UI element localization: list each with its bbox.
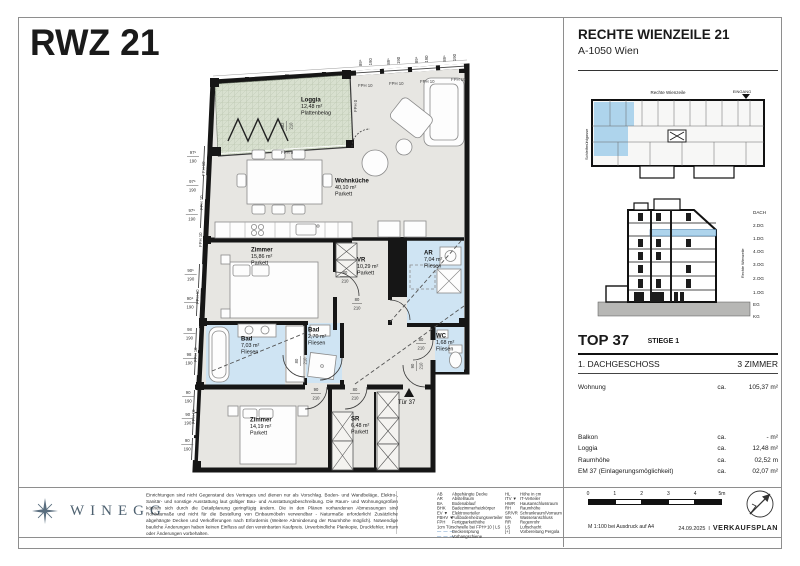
legend-row: [+] Vorbereitung Pergola [505, 529, 560, 535]
section-floor-label: 3.OG [753, 262, 764, 267]
room-label: WC 1,68 m² Fliesen [436, 332, 455, 353]
door-dim-value: 210 [312, 395, 320, 401]
scale-tick: 2 [640, 491, 643, 497]
building-section [598, 199, 750, 316]
door-dim-value: 210 [341, 278, 349, 284]
section-floor-label: 4.OG [753, 249, 764, 254]
legend-row: BA Bodenablauf [437, 500, 476, 506]
project-subtitle: A-1050 Wien [578, 45, 639, 57]
unit-rule-thin [578, 373, 778, 374]
site-entrance: EINGANG [732, 89, 752, 94]
legend-row: HL Höhe in cm [505, 491, 542, 497]
room-label: Wohnküche 40,10 m² Parkett [335, 177, 369, 198]
winegg-star-icon [32, 498, 58, 524]
unit-row: Balkon ca. - m² [578, 433, 778, 441]
fph-label: FPH 0 [353, 99, 358, 112]
legend-row: HWR Hausanschlussraum [505, 500, 558, 506]
unit-row: EM 37 (Einlagerungsmöglichkeit) ca. 02,07 m² [578, 468, 778, 475]
legend-row: ITV ▼ IT-Verteiler [505, 496, 541, 502]
dim-label: 90⁵ [186, 296, 194, 301]
section-floor-label: 2.OG [753, 276, 764, 281]
section-floor-label: KG [753, 314, 760, 319]
dim-label: 190 [187, 276, 195, 282]
dim-label: 89⁵ [386, 58, 391, 65]
site-plan [592, 94, 764, 178]
door-dim-value: 80 [294, 358, 299, 364]
door-dim-value: 90 [313, 387, 319, 392]
legend-row: AB Abgehängte Decke [437, 491, 488, 497]
unit-row: Wohnung ca. 105,37 m² [578, 384, 778, 391]
door-dim-value: 210 [288, 122, 294, 130]
legend-row: 1cm Türschwelle bei FPH+10 | LS [437, 524, 501, 530]
door-dim-value: 80 [342, 270, 348, 275]
door-dim-value: 210 [302, 357, 308, 365]
fph-label: FPH 10 [191, 409, 196, 424]
legend-row: RH Raumhöhe [505, 505, 541, 511]
fph-label: FPH 10 [389, 81, 404, 86]
door-dim-value: 482 [280, 122, 285, 130]
room-label: VR 10,29 m² Parkett [357, 256, 379, 277]
ground [598, 302, 750, 316]
legend-row: LS Luftschacht [505, 524, 542, 530]
dim-label: 89⁵ [358, 59, 363, 66]
fph-label: FPH 10 [193, 347, 198, 362]
dim-label: 190 [184, 420, 192, 426]
dim-label: 190 [368, 58, 373, 66]
room-label: Zimmer 15,86 m² Parkett [251, 246, 273, 267]
dim-label: 190 [424, 55, 429, 63]
fph-label: FPH 10 [195, 289, 200, 304]
date-plan-type: 24.09.2025 I VERKAUFSPLAN [678, 523, 778, 532]
scale-tick: 3 [667, 491, 670, 497]
section-floor-label: DACH [753, 210, 767, 215]
plan-date: 24.09.2025 [678, 526, 706, 532]
dim-label: 190 [185, 360, 193, 366]
dim-label: 90⁵ [187, 268, 194, 273]
unit-stiege: STIEGE 1 [647, 338, 680, 345]
unit-rows [578, 384, 778, 475]
room-label: SR 6,48 m² Parkett [351, 415, 370, 436]
unit-rule-thick [578, 353, 778, 355]
scale-tick: 1 [613, 491, 617, 497]
section-floor-label: 1.DG [753, 236, 764, 241]
dim-label: 190 [186, 304, 194, 310]
scale-bar-segments [588, 499, 722, 505]
dim-label: 190 [189, 158, 197, 164]
scale-note: M 1:100 bei Ausdruck auf A4 [588, 524, 655, 530]
scale-tick: 4 [693, 491, 697, 497]
fph-label: FPH 10 [358, 83, 373, 88]
room-label: Bad 7,03 m² Fliesen [241, 335, 260, 356]
dim-label: 97⁵ [188, 208, 196, 213]
legend-row: AR Abstellraum [437, 496, 475, 502]
unit-room-count: 3 ZIMMER [737, 359, 778, 369]
section-floor-label: 1.OG [753, 290, 764, 295]
legend-row: EV ▼ Elektroverteiler [437, 510, 480, 516]
dim-label: 97⁵ [189, 179, 196, 184]
room-label: Bad 2,70 m² Fliesen [308, 326, 327, 347]
dim-label: 90 [184, 438, 190, 443]
dim-label: 190 [185, 335, 194, 341]
dim-label: 190 [183, 446, 191, 452]
scale-bar [586, 491, 726, 505]
fph-label: FPH 0 [281, 150, 294, 155]
fph-label: FPH 10 [451, 77, 466, 82]
room-label: AR 7,04 m² Fliesen [424, 249, 443, 270]
door-dim-value: 210 [417, 345, 425, 351]
scale-tick: 5m [718, 491, 726, 497]
door-dim-value: 90 [410, 363, 415, 369]
fph-label: FPH 10 [199, 195, 204, 210]
dim-label: 90 [185, 412, 191, 417]
legend-row: FPH Fertigparketthöhe [437, 519, 485, 525]
scale-tick: 0 [586, 491, 590, 497]
fph-label: FPH 10 [420, 79, 435, 84]
entry-door-label: Tür 37 [398, 400, 416, 406]
dim-label: 90 [185, 390, 191, 395]
legend [437, 491, 563, 539]
dim-label: 98 [187, 327, 192, 332]
dim-label: 89⁵ [442, 55, 447, 62]
brand-name: WINEGG [70, 502, 167, 519]
unit-floor: 1. DACHGESCHOSS [578, 359, 660, 369]
plan-type: VERKAUFSPLAN [712, 523, 778, 532]
legend-row: WA Wasseranschluss [505, 515, 553, 521]
legend-row: SR/VR Schrankraum/Vorraum [505, 510, 562, 516]
door-dim-value: 80 [352, 387, 358, 392]
room-label: Loggia 12,48 m² Plattenbelag [301, 96, 332, 117]
north-arrow-icon [747, 491, 773, 517]
dim-label: 98 [186, 352, 192, 357]
entrance-arrow [742, 94, 750, 99]
rwz-logo: RWZ 21 [30, 22, 160, 63]
door-dim-value: 210 [418, 362, 424, 370]
room-label: Zimmer 14,19 m² Parkett [250, 416, 272, 437]
unit-number: TOP 37 [578, 332, 630, 349]
unit-row: Raumhöhe ca. 02,52 m [578, 456, 778, 464]
section-street-label: Rechte Wienzeile [741, 248, 745, 278]
door-dim-value: 80 [418, 337, 424, 342]
dim-label: 190 [396, 56, 401, 64]
unit-row: Loggia ca. 12,48 m² [578, 445, 778, 452]
dim-label: 89⁵ [414, 56, 419, 64]
dim-label: 97⁵ [189, 150, 197, 155]
highlighted-floor [650, 230, 716, 237]
section-floor-label: EG [753, 302, 760, 307]
site-street-top: Rechte Wienzeile [650, 90, 686, 95]
project-title: RECHTE WIENZEILE 21 [578, 27, 730, 42]
legend-row: FBHV ▼ Fußbodenheizungsverteiler [437, 515, 503, 521]
legend-row: — — — Deckensprung [437, 529, 480, 535]
fph-label: FPH 10 [201, 161, 206, 176]
door-dim-value: 210 [353, 305, 361, 311]
unit-info-block [578, 332, 778, 480]
disclaimer: Einrichtungen sind nicht Gegenstand des Vertrages und dienen nur als Vorschlag. Boden- und Wandbeläge, Elektro-, Sanitär- und sonstige Ausstattung laut gültiger Bau- und Ausstattungsbeschreibung. Die Raum- und Wohnungsgrößen können sich durch die Detailplanung geringfügig ändern. Die in den Plänen vorhandenen Abmessungen sind Rohbaumaße und nicht für die Bestellung von Einbaumöbeln verwendbar - Naturmaße erforderlich! Zusätzliche abgehängte Decken und Verkofferungen nach Erfordernis (Weitere Abminderung der Raumhöhe möglich). Notwendige bauliche Änderungen haben keinen Einfluss auf den vereinbarten Kaufpreis. Unverbindliche Plankopie, Druckfehler, Irrtum oder Änderungen vorbehalten. [146, 492, 398, 536]
dim-label: 190 [188, 187, 197, 193]
door-dim-value: 80 [354, 297, 360, 302]
legend-row: RR Regenrohr [505, 519, 540, 525]
legend-row: BHK Badezimmerheizkörper [437, 505, 496, 511]
door-dim-value: 210 [351, 395, 359, 401]
dim-label: 190 [452, 54, 457, 62]
legend-row: — — — Vorhangschiene [437, 533, 483, 539]
highlighted-unit [594, 102, 634, 156]
fph-label: FPH 10 [198, 232, 203, 247]
dim-label: 190 [188, 216, 196, 222]
site-street-left: Schleifmühlgasse [584, 128, 589, 160]
section-floor-label: 2.DG [753, 223, 764, 228]
dim-label: 190 [184, 398, 192, 404]
